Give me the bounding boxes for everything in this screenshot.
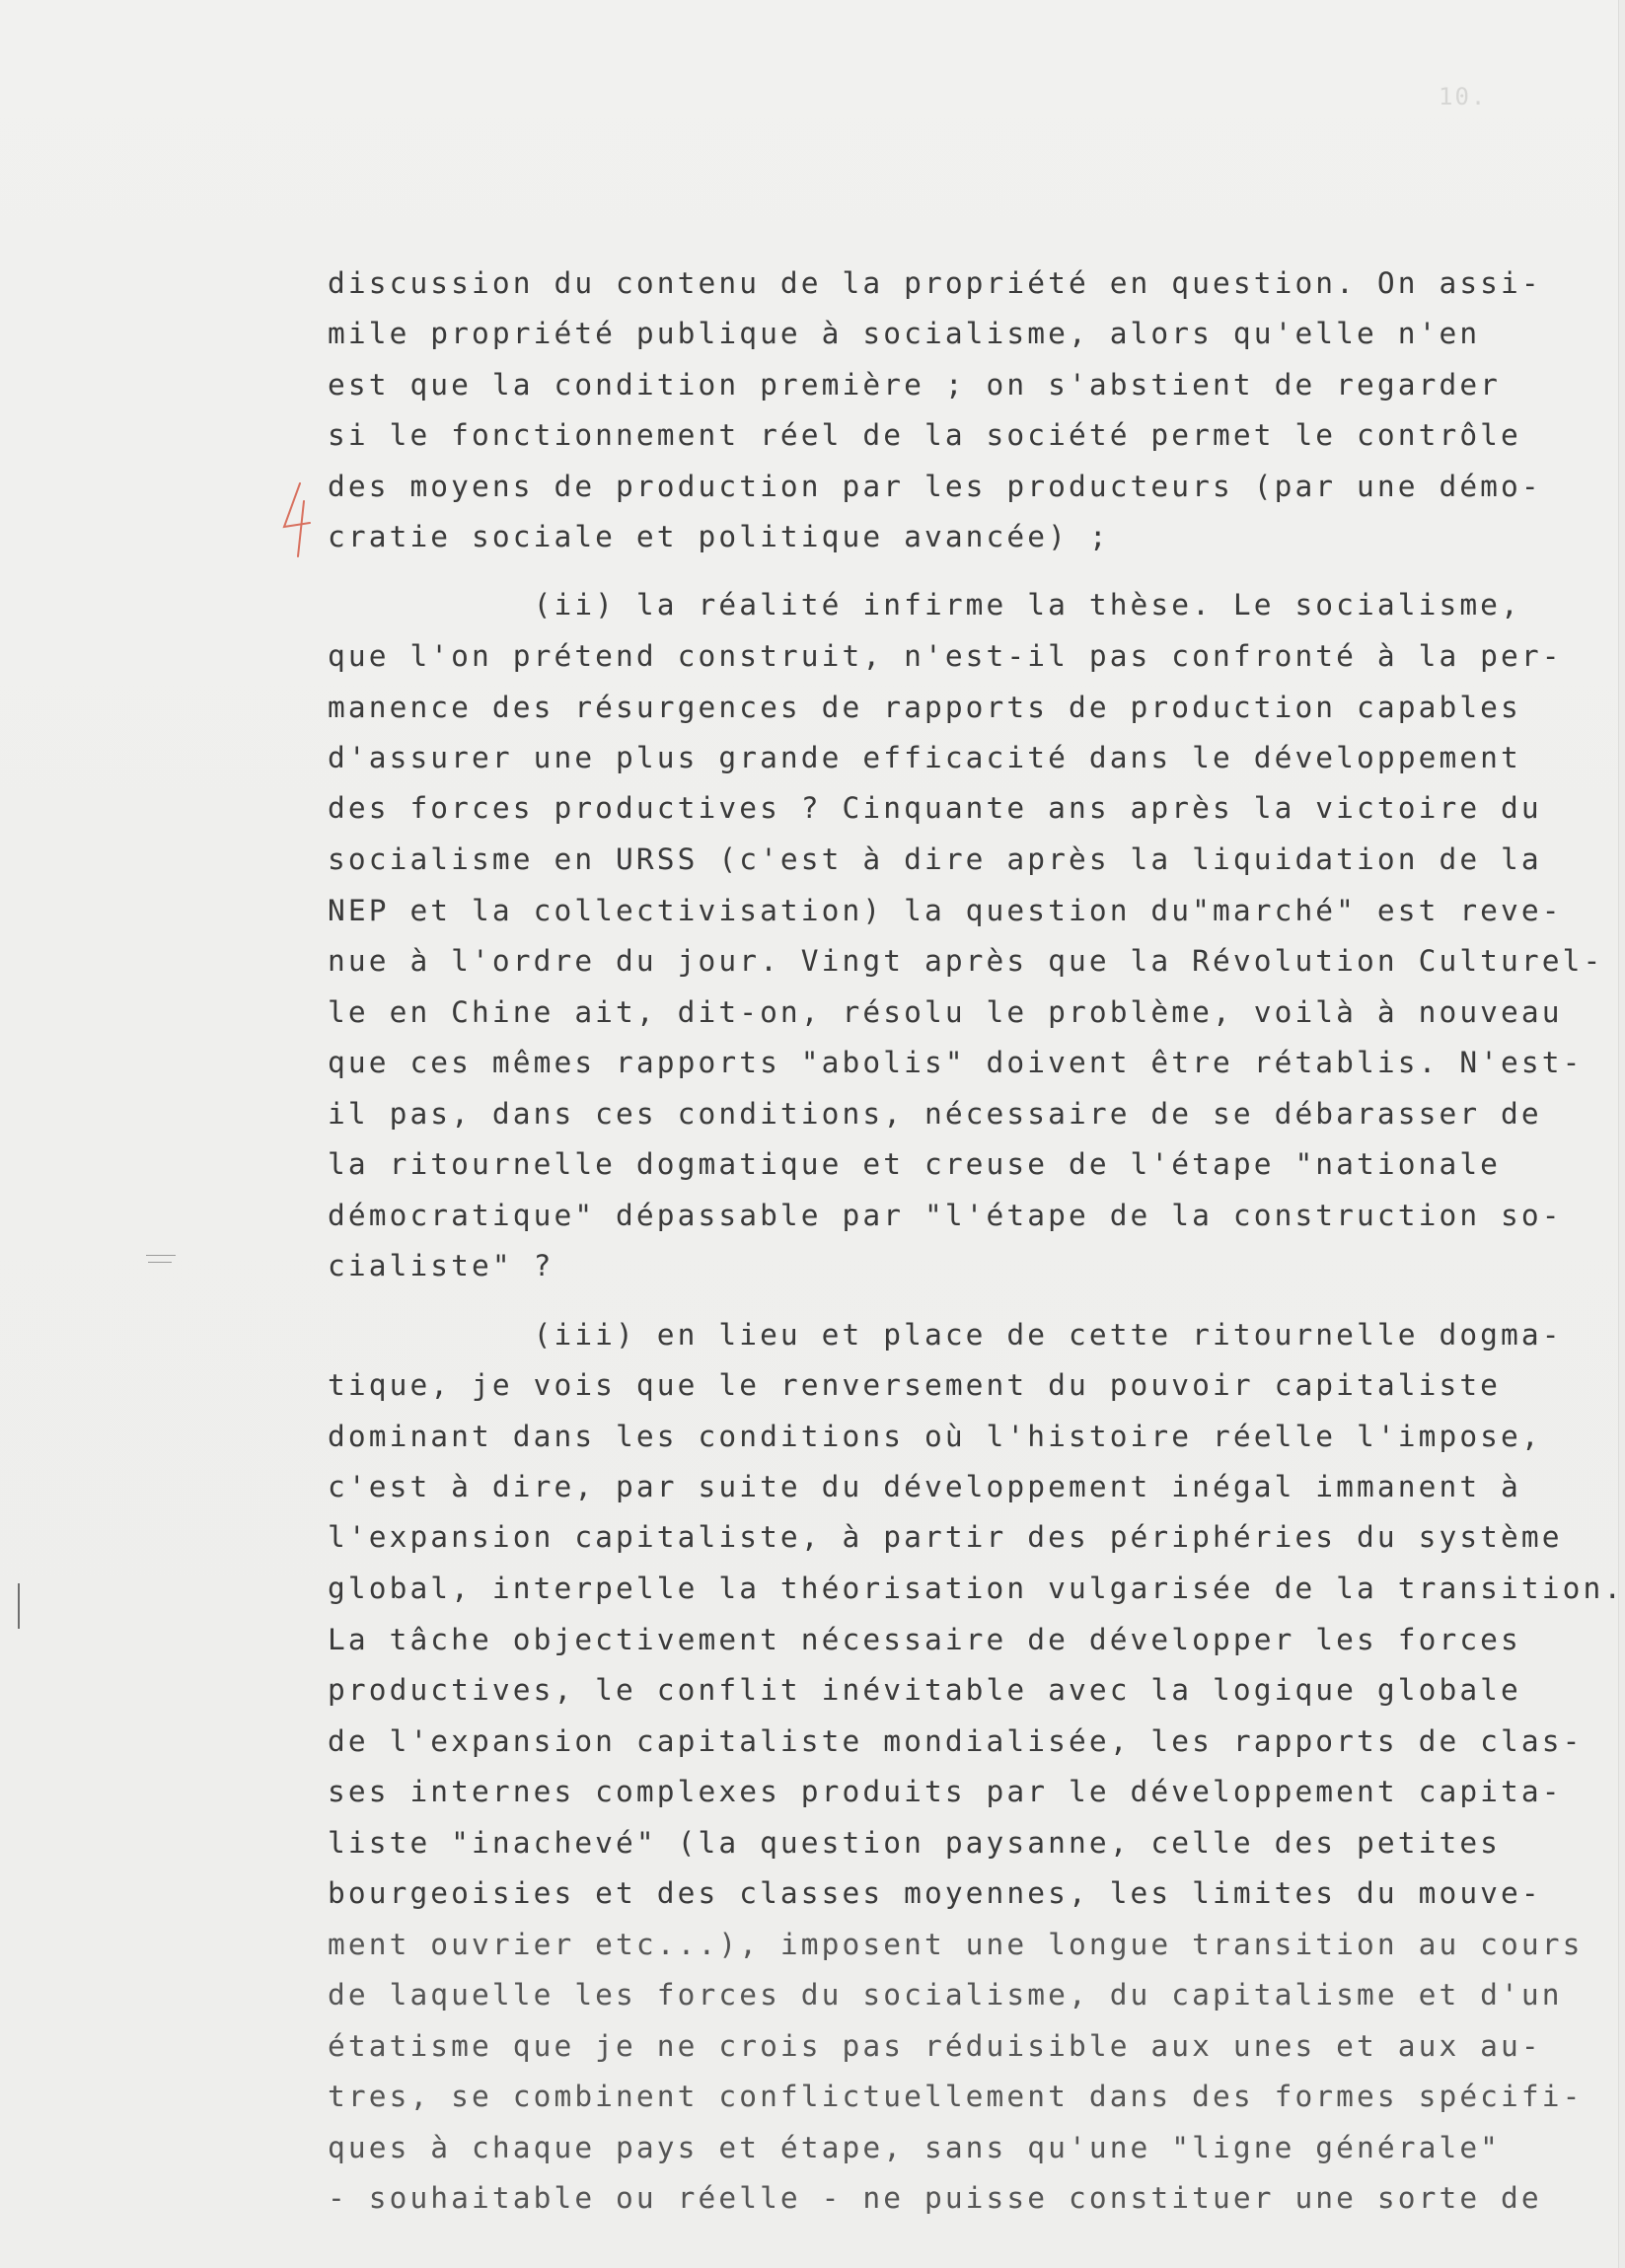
text-line: - souhaitable ou réelle - ne puisse constituer une sorte de bbox=[328, 2181, 1542, 2215]
text-line: productives, le conflit inévitable avec la logique globale bbox=[328, 1673, 1521, 1707]
text-line: de l'expansion capitaliste mondialisée, les rapports de clas- bbox=[328, 1724, 1584, 1758]
margin-scratch-mark bbox=[146, 1255, 176, 1256]
text-line: global, interpelle la théorisation vulgarisée de la transition. bbox=[328, 1572, 1625, 1605]
text-line: que l'on prétend construit, n'est-il pas confronté à la per- bbox=[328, 639, 1563, 673]
text-line: ment ouvrier etc...), imposent une longue transition au cours bbox=[328, 1928, 1584, 1961]
text-line: NEP et la collectivisation) la question du"marché" est reve- bbox=[328, 894, 1563, 927]
text-line: la ritournelle dogmatique et creuse de l'étape "nationale bbox=[328, 1147, 1502, 1181]
text-line: l'expansion capitaliste, à partir des périphéries du système bbox=[328, 1520, 1563, 1554]
text-line: de laquelle les forces du socialisme, du capitalisme et d'un bbox=[328, 1978, 1563, 2012]
text-line: cialiste" ? bbox=[328, 1249, 554, 1282]
text-line: est que la condition première ; on s'abstient de regarder bbox=[328, 368, 1502, 402]
text-line: nue à l'ordre du jour. Vingt après que la Révolution Culturel- bbox=[328, 944, 1604, 978]
text-line: discussion du contenu de la propriété en question. On assi- bbox=[328, 266, 1542, 300]
page-number: 10. bbox=[1439, 83, 1488, 110]
text-line: La tâche objectivement nécessaire de développer les forces bbox=[328, 1623, 1521, 1656]
text-line: bourgeoisies et des classes moyennes, les limites du mouve- bbox=[328, 1876, 1542, 1910]
edge-mark bbox=[18, 1583, 20, 1629]
margin-annotation-four bbox=[278, 479, 318, 558]
text-line: étatisme que je ne crois pas réduisible aux unes et aux au- bbox=[328, 2029, 1542, 2063]
text-line: mile propriété publique à socialisme, alors qu'elle n'en bbox=[328, 317, 1481, 350]
text-line: socialisme en URSS (c'est à dire après la liquidation de la bbox=[328, 842, 1542, 876]
text-line: le en Chine ait, dit-on, résolu le problème, voilà à nouveau bbox=[328, 995, 1563, 1029]
text-line: dominant dans les conditions où l'histoire réelle l'impose, bbox=[328, 1420, 1542, 1453]
margin-scratch-mark bbox=[148, 1262, 172, 1263]
text-line: démocratique" dépassable par "l'étape de la construction so- bbox=[328, 1199, 1563, 1232]
text-line: ques à chaque pays et étape, sans qu'une "ligne générale" bbox=[328, 2131, 1502, 2164]
text-line: des moyens de production par les producteurs (par une démo- bbox=[328, 470, 1542, 503]
text-line: tique, je vois que le renversement du pouvoir capitaliste bbox=[328, 1368, 1502, 1402]
text-line: c'est à dire, par suite du développement inégal immanent à bbox=[328, 1470, 1521, 1503]
text-line: manence des résurgences de rapports de production capables bbox=[328, 691, 1521, 724]
text-line: (ii) la réalité infirme la thèse. Le socialisme, bbox=[328, 588, 1521, 622]
text-line: si le fonctionnement réel de la société permet le contrôle bbox=[328, 418, 1521, 452]
text-line: il pas, dans ces conditions, nécessaire de se débarasser de bbox=[328, 1097, 1542, 1131]
text-line: liste "inachevé" (la question paysanne, celle des petites bbox=[328, 1826, 1502, 1860]
text-line: d'assurer une plus grande efficacité dans le développement bbox=[328, 741, 1521, 774]
text-line: ses internes complexes produits par le développement capita- bbox=[328, 1775, 1563, 1808]
text-line: cratie sociale et politique avancée) ; bbox=[328, 520, 1110, 553]
text-line: des forces productives ? Cinquante ans après la victoire du bbox=[328, 791, 1542, 825]
text-line: que ces mêmes rapports "abolis" doivent être rétablis. N'est- bbox=[328, 1046, 1584, 1079]
text-line: tres, se combinent conflictuellement dans des formes spécifi- bbox=[328, 2080, 1584, 2113]
text-line: (iii) en lieu et place de cette ritournelle dogma- bbox=[328, 1318, 1563, 1352]
